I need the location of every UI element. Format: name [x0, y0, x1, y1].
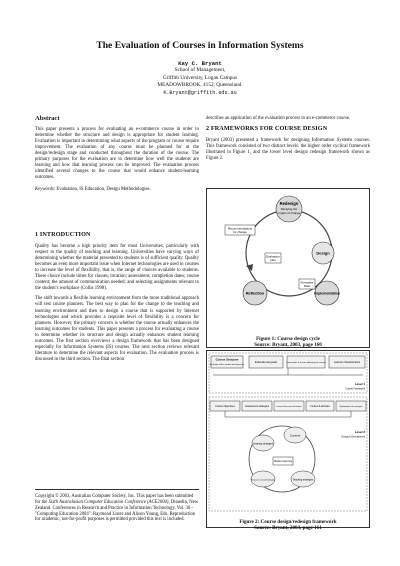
- formative-data-label: Formative: [300, 280, 314, 285]
- introduction-heading: 1 INTRODUCTION: [35, 231, 91, 238]
- paper-title: The Evaluation of Courses in Information Systems: [96, 40, 304, 51]
- figure-2-caption: Figure 2: Course design/redesign framework: [239, 519, 337, 525]
- learner-structure-label: Learner Structure and Context: [276, 406, 302, 408]
- course-objectives-label: Course Objectives: [215, 405, 235, 408]
- exploration-label: Exploration of concepts: [339, 406, 363, 408]
- figure-1-box: [206, 188, 370, 348]
- affiliation-line: Griffith University, Logan Campus: [162, 74, 238, 81]
- figure-2-box: [206, 350, 370, 531]
- content-label: Content: [289, 433, 301, 438]
- content-activities-label: Content & activities: [310, 406, 330, 408]
- recommendations-label: for change: [233, 230, 247, 234]
- design-label: Design: [316, 250, 330, 256]
- figure-2-source: Source: Bryant, 2003, page 161: [254, 525, 322, 531]
- abstract-text: This paper presents a process for evaluating an e-commerce course in order to determine whether the structure and design is appropriate for student learning. Evaluation is important in determining what aspects of the program or course require improvement. The evaluation of any course must be planned for at the design/redesign stage and conducted throughout the duration of the course. The primary purposes for the evaluation are to determine how well the students are learning and how that learning process can be improved. The evaluation process identified several changes to the course that would enhance student-learning outcomes.: [35, 127, 199, 181]
- evaluation-plan-label: Evaluation: [266, 254, 280, 259]
- intro-continuation: describes an application of the evaluation process to an e-commerce course.: [206, 116, 351, 121]
- conference-name: Sixth Australasian Computer Education Conference (ACE2004): [48, 499, 169, 505]
- left-column: [35, 116, 199, 194]
- learner-characteristics-label: Learner characteristics: [333, 361, 361, 364]
- redesign-sub: Studying the: [280, 207, 298, 211]
- copyright-text: Copyright © 2003, Australian Computer Society, Inc. This paper has been submitted for the: [35, 494, 194, 505]
- educational-goals-label: Educational goals: [254, 360, 278, 364]
- evaluation-plan-label: plan: [270, 258, 276, 262]
- copyright-notice: [35, 489, 199, 523]
- level-2-sub: Design & Development: [341, 436, 365, 439]
- author-name: Kay C. Bryant: [178, 60, 222, 67]
- redesign-label: Redesign: [279, 201, 299, 206]
- introduction-paragraph-2: The shift towards a flexible learning environment from the more traditional approach will test course planners. The best way to plan for the change to the teaching and learning environment and then to design a course that is supported by Internet technologies and which provides a requisite level of flexibility is a concern for planners. However, the primary concern is whether the course actually enhances the learning outcomes for students. This paper presents a process for evaluating a course to determine whether its structure and design actually enhances student learning outcomes. The first section overviews a design framework that has been designed especially for Information Systems (IS) courses. The next section reviews relevant literature to determine the relevant aspects for evaluation. The evaluation process is discussed in the third section. The final section: [35, 296, 199, 362]
- formative-data-label: Data: [303, 284, 311, 288]
- keywords-list: : Evaluation, IS Education, Design Methodologies.: [53, 187, 151, 193]
- section2-heading: 2 FRAMEWORKS FOR COURSE DESIGN: [206, 125, 328, 133]
- recommendations-label: Recommendations: [227, 226, 253, 231]
- section2-text: Bryant (2003) presented a framework for designing Information Systems courses. This framework consisted of two distinct levels: the higher order cyclical framework illustrated in Figure 1, and the lower level design/ redesign framework shown as Figure 2.: [206, 138, 370, 162]
- figure-1-source: Source: Bryant, 2003, page 160: [254, 342, 322, 348]
- course-structure-sub: Inclusion of the content and structure: [209, 364, 245, 366]
- teaching-strategies-label: Teaching strategies: [292, 478, 314, 482]
- level-2-frame: [209, 397, 367, 511]
- right-column: [206, 116, 370, 162]
- keywords: [35, 187, 199, 193]
- course-design-framework-diagram: [207, 351, 369, 513]
- level-1-sub: Course Framework: [345, 388, 365, 391]
- level-1-label: Level 1: [354, 382, 365, 386]
- figure-1-caption: Figure 1: Course design cycle: [256, 336, 320, 342]
- level-2-label: Level 2: [354, 430, 365, 434]
- redesign-sub: Impact of change: [277, 211, 301, 215]
- student-learning-label: Student learning: [273, 460, 293, 463]
- copyright-text-2: , Dunedin, New Zealand. Conferences in Research and Practice in Information Technology, Vol. 30 - "Computing Education 2004". Raymond Lister and Alison Young, Eds. Reproduction for academic, not-for-profit purposes is permitted provided this text is included.: [35, 499, 199, 523]
- course-structure-label: Course Structure: [215, 357, 239, 362]
- constraints-label: Constraints & issues affecting the course: [286, 362, 326, 364]
- affiliation-line: School of Management,: [174, 67, 226, 74]
- course-design-cycle-diagram: [207, 189, 369, 313]
- implementation-label: Implementation: [314, 291, 340, 296]
- learning-strategies-label: Learning strategies: [252, 442, 274, 446]
- affiliation-line: MEADOWBROOK, 4152, Queensland.: [157, 82, 243, 89]
- abstract-heading: Abstract: [35, 115, 60, 122]
- introduction-paragraph-1: Quality has become a high priority item for most Universities, particularly with respect to the quality of teaching and learning. Universities have varying ways of determining whether the material presented to students is of sufficient quality. Quality becomes an even more important issue when Internet technologies are used in courses to increase the level of flexibility, that is, the range of choices available to students. These choice include times for classes; location; assessment; completion dates; course content; the amount of communication needed; and selecting assignments relevant to the student's workplace (Collis 1998).: [35, 244, 199, 292]
- assessment-strategies-label: Assessment strategies: [244, 405, 270, 408]
- author-block: [0, 60, 400, 97]
- keywords-label: Keywords: [35, 187, 54, 193]
- author-email: K.Bryant@griffith.edu.au: [163, 89, 237, 96]
- resources-label: Resources & technologies: [250, 479, 276, 482]
- reflection-label: Reflection: [245, 291, 265, 296]
- introduction-section: [35, 229, 199, 367]
